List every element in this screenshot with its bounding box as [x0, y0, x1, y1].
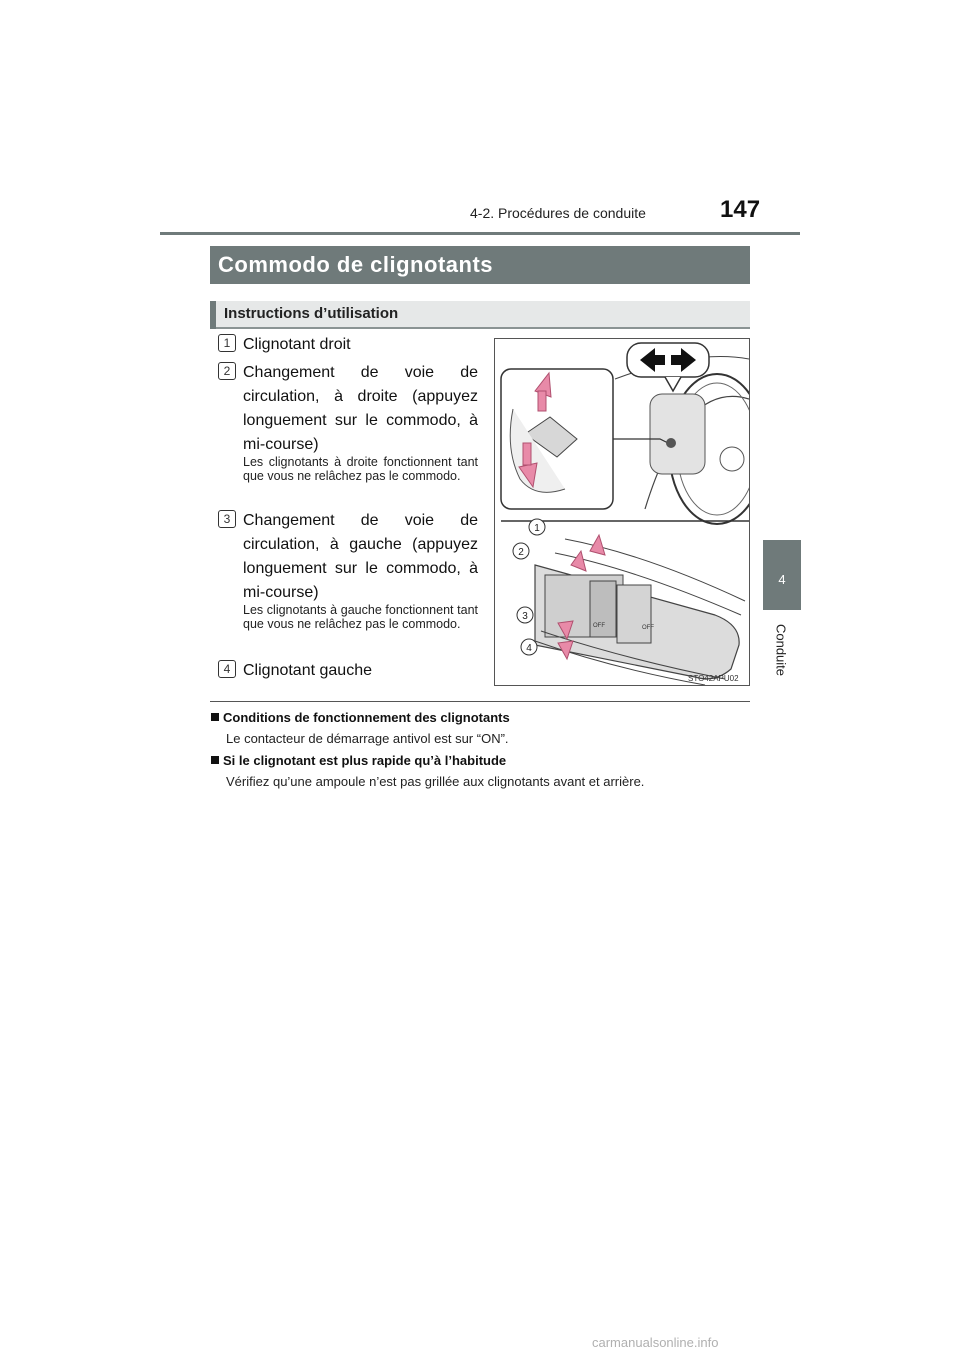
- svg-text:3: 3: [522, 611, 528, 622]
- item-badge-1: 1: [218, 334, 236, 352]
- header-rule: [160, 232, 800, 235]
- chapter-tab-label: Conduite: [773, 623, 789, 677]
- off-label-left: OFF: [593, 623, 605, 629]
- item-text-1: Clignotant droit: [243, 336, 351, 353]
- arrow-2-icon: [571, 551, 586, 571]
- item-text-4: Clignotant gauche: [243, 662, 372, 679]
- square-bullet-icon: [211, 756, 219, 764]
- figure-code: STO42APU02: [688, 674, 739, 683]
- item-text-2: Changement de voie de circulation, à droite (appuyez longuement sur le commodo, à mi-course): [243, 364, 478, 453]
- item-badge-2: 2: [218, 362, 236, 380]
- condition-title-1: Conditions de fonctionnement des clignotants: [211, 710, 510, 725]
- item-badge-4: 4: [218, 660, 236, 678]
- subsection-accent: [210, 301, 216, 329]
- section-rule: [210, 701, 750, 702]
- page-title: Commodo de clignotants: [218, 252, 493, 277]
- page-number: 147: [720, 196, 761, 223]
- item-note-2: Les clignotants à droite fonctionnent tant que vous ne relâchez pas le commodo.: [243, 455, 478, 483]
- svg-text:1: 1: [534, 523, 540, 534]
- item-text-3: Changement de voie de circulation, à gauche (appuyez longuement sur le commodo, à mi-course): [243, 512, 478, 601]
- item-badge-3: 3: [218, 510, 236, 528]
- turn-signal-illustration: [495, 339, 749, 685]
- header-section-title: 4-2. Procédures de conduite: [470, 205, 646, 221]
- subsection-title: Instructions d’utilisation: [224, 305, 399, 322]
- watermark: carmanualsonline.info: [592, 1335, 719, 1350]
- condition-title-2: Si le clignotant est plus rapide qu’à l’habitude: [211, 753, 506, 768]
- svg-text:2: 2: [518, 547, 524, 558]
- svg-text:4: 4: [526, 643, 532, 654]
- condition-text-2: Vérifiez qu’une ampoule n’est pas grillée aux clignotants avant et arrière.: [226, 774, 645, 789]
- square-bullet-icon: [211, 713, 219, 721]
- off-label-right: OFF: [642, 625, 654, 631]
- item-note-3: Les clignotants à gauche fonctionnent tant que vous ne relâchez pas le commodo.: [243, 603, 478, 631]
- condition-text-1: Le contacteur de démarrage antivol est sur “ON”.: [226, 731, 509, 746]
- chapter-tab-number: 4: [778, 572, 786, 587]
- turn-signal-figure: [494, 338, 750, 686]
